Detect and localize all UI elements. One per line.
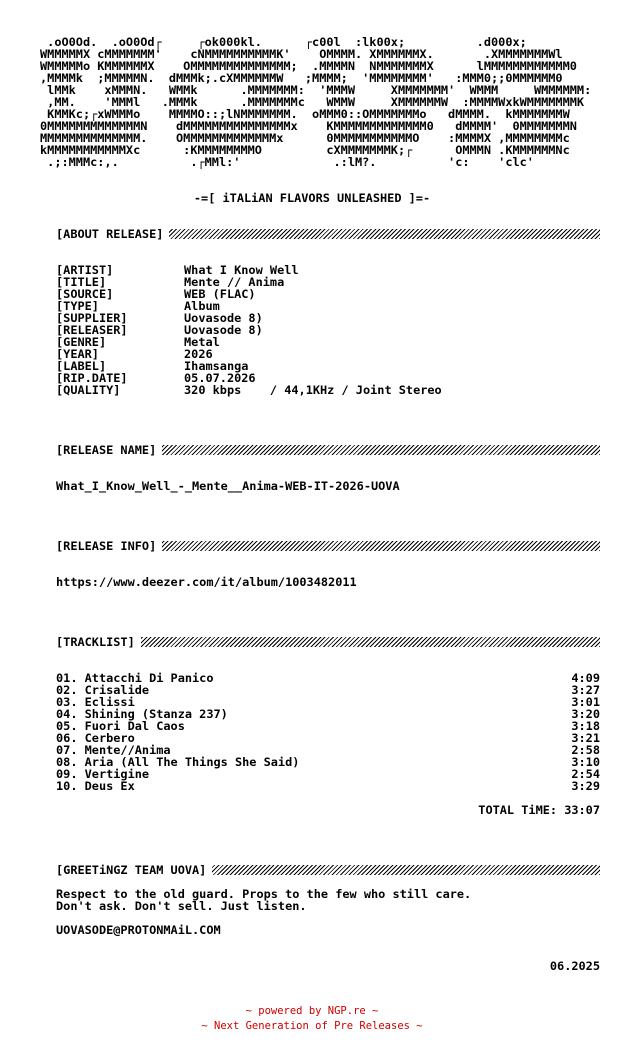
section-header-release-name [56,444,600,456]
about-row: [TITLE] Mente // Anima [56,275,285,289]
section-header-release-info [56,540,600,552]
track-title: 06. Cerbero [56,731,135,745]
track-time: 3:20 [571,707,600,721]
footer-tagline: ~ Next Generation of Pre Releases ~ [201,1020,423,1032]
total-time: TOTAL TiME: 33:07 [478,803,600,817]
about-row: [QUALITY] 320 kbps / 44,1KHz / Joint Stereo [56,383,442,397]
hatch-divider [212,865,600,875]
track-row [56,684,600,696]
greetings-line: Don't ask. Don't sell. Just listen. [56,899,307,913]
track-row [56,720,600,732]
track-time: 3:10 [571,755,600,769]
section-title: [RELEASE NAME] [56,443,157,457]
track-title: 01. Attacchi Di Panico [56,671,214,685]
section-title: [ABOUT RELEASE] [56,227,164,241]
track-time: 3:29 [571,779,600,793]
hatch-divider [141,637,600,647]
about-row: [YEAR] 2026 [56,347,213,361]
about-row: [RELEASER] Uovasode 8) [56,323,263,337]
about-row: [SOURCE] WEB (FLAC) [56,287,256,301]
track-title: 09. Vertigine [56,767,150,781]
about-row: [ARTIST] What I Know Well [56,263,299,277]
track-time: 2:58 [571,743,600,757]
track-title: 05. Fuori Dal Caos [56,719,185,733]
section-header-greetings [56,864,600,876]
footer-powered-by: ~ powered by NGP.re ~ [245,1005,379,1017]
track-title: 04. Shining (Stanza 237) [56,707,228,721]
section-title: [GREETiNGZ TEAM UOVA] [56,863,207,877]
track-time: 3:27 [571,683,600,697]
track-time: 3:21 [571,731,600,745]
about-release-list [56,264,442,396]
tracklist [56,672,600,792]
release-date: 06.2025 [549,959,600,973]
about-row: [LABEL] Ihamsanga [56,359,249,373]
track-time: 3:01 [571,695,600,709]
track-title: 08. Aria (All The Things She Said) [56,755,300,769]
track-title: 10. Deus Ex [56,779,135,793]
track-row [56,780,600,792]
greetings-line: Respect to the old guard. Props to the few who still care. [56,887,472,901]
hatch-divider [162,445,600,455]
hatch-divider [169,229,600,239]
section-title: [TRACKLIST] [56,635,135,649]
section-header-tracklist [56,636,600,648]
about-row: [GENRE] Metal [56,335,220,349]
contact-email[interactable]: UOVASODE@PROTONMAiL.COM [56,923,221,937]
ascii-logo: .oO0Od. .oO0Od┌ ┌ok000kl. ┌c00l :lk00x; .d000x; WMMMMMX cMMMMMMM' cNMMMMMMMMMMK' OMMMM. XMMMMMMX. .XMMMMMMMWl WMMMMMo KMMMMMMX OMMMMMMMMMMMMMM; .MMMMN NMMMMMMMX lMMMMMMMMMMMM0 ,MMMMk ;MMMMMN. dMMMk;.cXMMMMMMW ;MMMM; 'MMMMMMMM' :MMM0;;0MMMMMM0 lMMk xMMMN. WMMk .MMMMMMM: 'MMMW XMMMMMMM' WMMM WMMMMMM: ,MM. 'MMMl .MMMk .MMMMMMMc WMMW XMMMMMMW :MMMMWxkWMMMMMMMK KMMKc;┌xWMMMo MMMMO::;lNMMMMMMM. oMMM0::OMMMMMMMo dMMMM. kMMMMMMMW 0MMMMMMMMMMMMMN dMMMMMMMMMMMMMMMx KMMMMMMMMMMMMM0 dMMMM' 0MMMMMMMN MMMMMMMMMMMMMM. OMMMMMMMMMMMMMx 0MMMMMMMMMMMO :MMMMX ,MMMMMMMMc kMMMMMMMMMMMXc :KMMMMMMMMO cXMMMMMMMK;┌ OMMMN .KMMMMMMNc .;:MMMc:,. .┌MMl:' .:lM?. 'c: 'clc' [40,35,592,169]
track-title: 07. Mente//Anima [56,743,171,757]
track-title: 02. Crisalide [56,683,150,697]
section-header-about [56,228,600,240]
track-row [56,768,600,780]
track-time: 2:54 [571,767,600,781]
release-name-value: What_I_Know_Well_-_Mente__Anima-WEB-IT-2026-UOVA [56,479,400,493]
tagline: -=[ iTALiAN FLAVORS UNLEASHED ]=- [193,191,431,205]
track-time: 3:18 [571,719,600,733]
hatch-divider [162,541,600,551]
track-time: 4:09 [571,671,600,685]
track-title: 03. Eclissi [56,695,135,709]
about-row: [TYPE] Album [56,299,220,313]
release-info-url[interactable]: https://www.deezer.com/it/album/1003482011 [56,575,357,589]
section-title: [RELEASE INFO] [56,539,157,553]
about-row: [RIP.DATE] 05.07.2026 [56,371,256,385]
about-row: [SUPPLIER] Uovasode 8) [56,311,263,325]
